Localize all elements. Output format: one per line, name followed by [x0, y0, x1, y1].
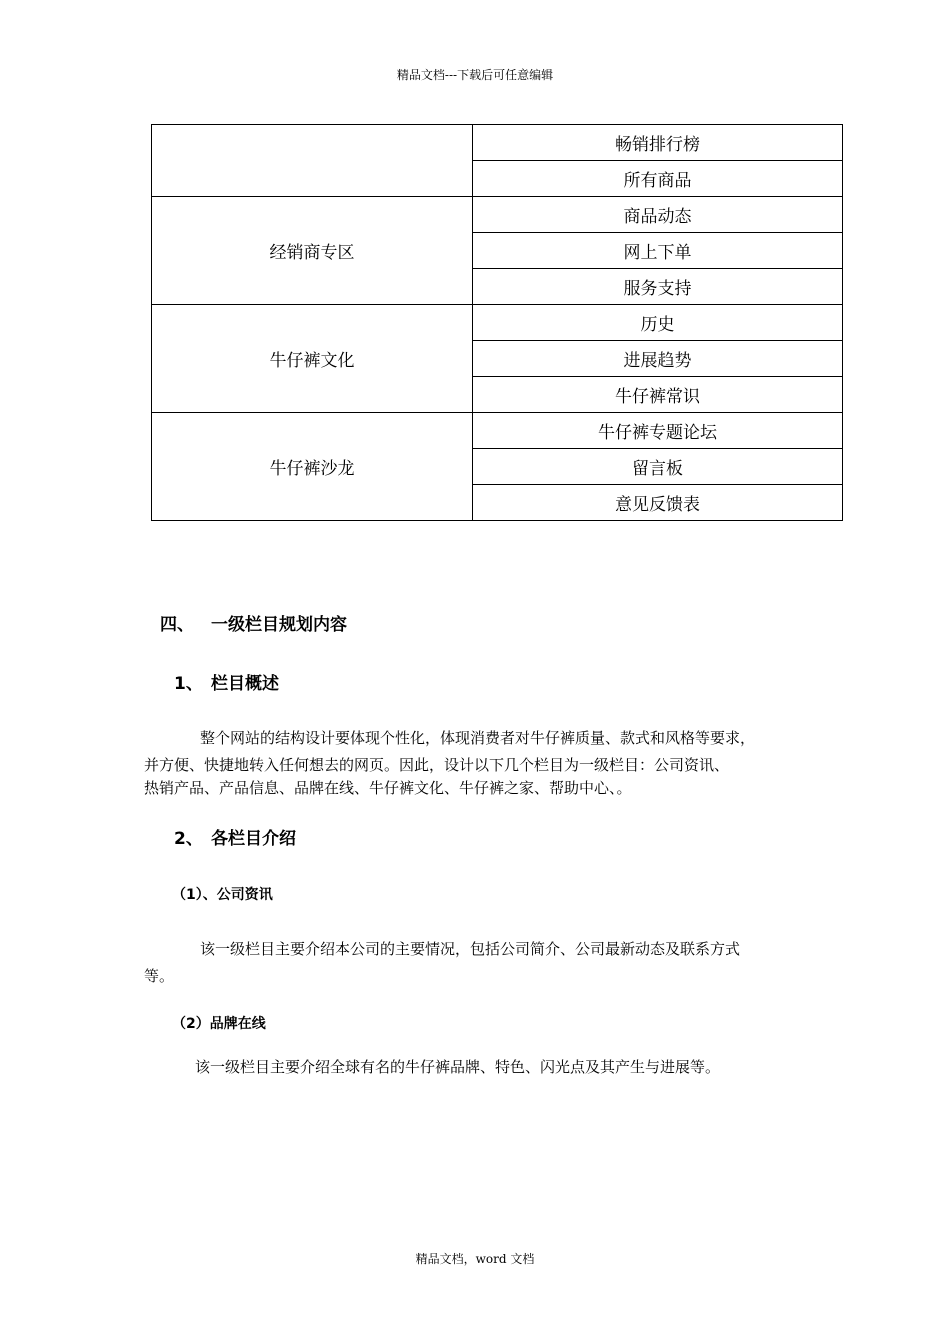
table-cell-subitem: 牛仔裤常识 — [473, 377, 843, 413]
page-header: 精品文档---下载后可任意编辑 — [396, 68, 554, 82]
table-cell-subitem: 网上下单 — [473, 233, 843, 269]
table-cell-category: 牛仔裤文化 — [152, 305, 473, 413]
page-footer: 精品文档，word 文档 — [415, 1252, 535, 1266]
section-4-title: 一级栏目规划内容 — [211, 615, 347, 635]
table-cell-subitem: 所有商品 — [473, 161, 843, 197]
column-structure-table — [151, 124, 843, 521]
table-cell-subitem: 进展趋势 — [473, 341, 843, 377]
table-cell-subitem: 牛仔裤专题论坛 — [473, 413, 843, 449]
item-1-heading: （1）、公司资讯 — [172, 887, 273, 903]
table-cell-subitem: 商品动态 — [473, 197, 843, 233]
table-cell-subitem: 服务支持 — [473, 269, 843, 305]
subsection-2-title: 各栏目介绍 — [211, 829, 296, 849]
company-info-line-1: 该一级栏目主要介绍本公司的主要情况，包括公司简介、公司最新动态及联系方式 — [200, 940, 741, 958]
table-cell-subitem: 意见反馈表 — [473, 485, 843, 521]
table-cell-subitem: 留言板 — [473, 449, 843, 485]
table-cell-category — [152, 125, 473, 197]
overview-line-2: 并方便、快捷地转入任何想去的网页。因此，设计以下几个栏目为一级栏目：公司资讯、 — [144, 756, 730, 774]
section-4-number: 四、 — [160, 615, 194, 635]
item-2-heading: （2）品牌在线 — [172, 1016, 266, 1032]
subsection-1-title: 栏目概述 — [211, 674, 279, 694]
table-cell-category: 经销商专区 — [152, 197, 473, 305]
table-cell-subitem: 畅销排行榜 — [473, 125, 843, 161]
brand-online-line-1: 该一级栏目主要介绍全球有名的牛仔裤品牌、特色、闪光点及其产生与进展等。 — [195, 1058, 721, 1076]
table-cell-category: 牛仔裤沙龙 — [152, 413, 473, 521]
subsection-2-number: 2、 — [174, 829, 203, 849]
overview-line-1: 整个网站的结构设计要体现个性化，体现消费者对牛仔裤质量、款式和风格等要求， — [200, 729, 756, 747]
overview-line-3: 热销产品、产品信息、品牌在线、牛仔裤文化、牛仔裤之家、帮助中心、。 — [144, 779, 632, 797]
table-cell-subitem: 历史 — [473, 305, 843, 341]
subsection-1-number: 1、 — [174, 674, 203, 694]
company-info-line-2: 等。 — [144, 967, 175, 985]
